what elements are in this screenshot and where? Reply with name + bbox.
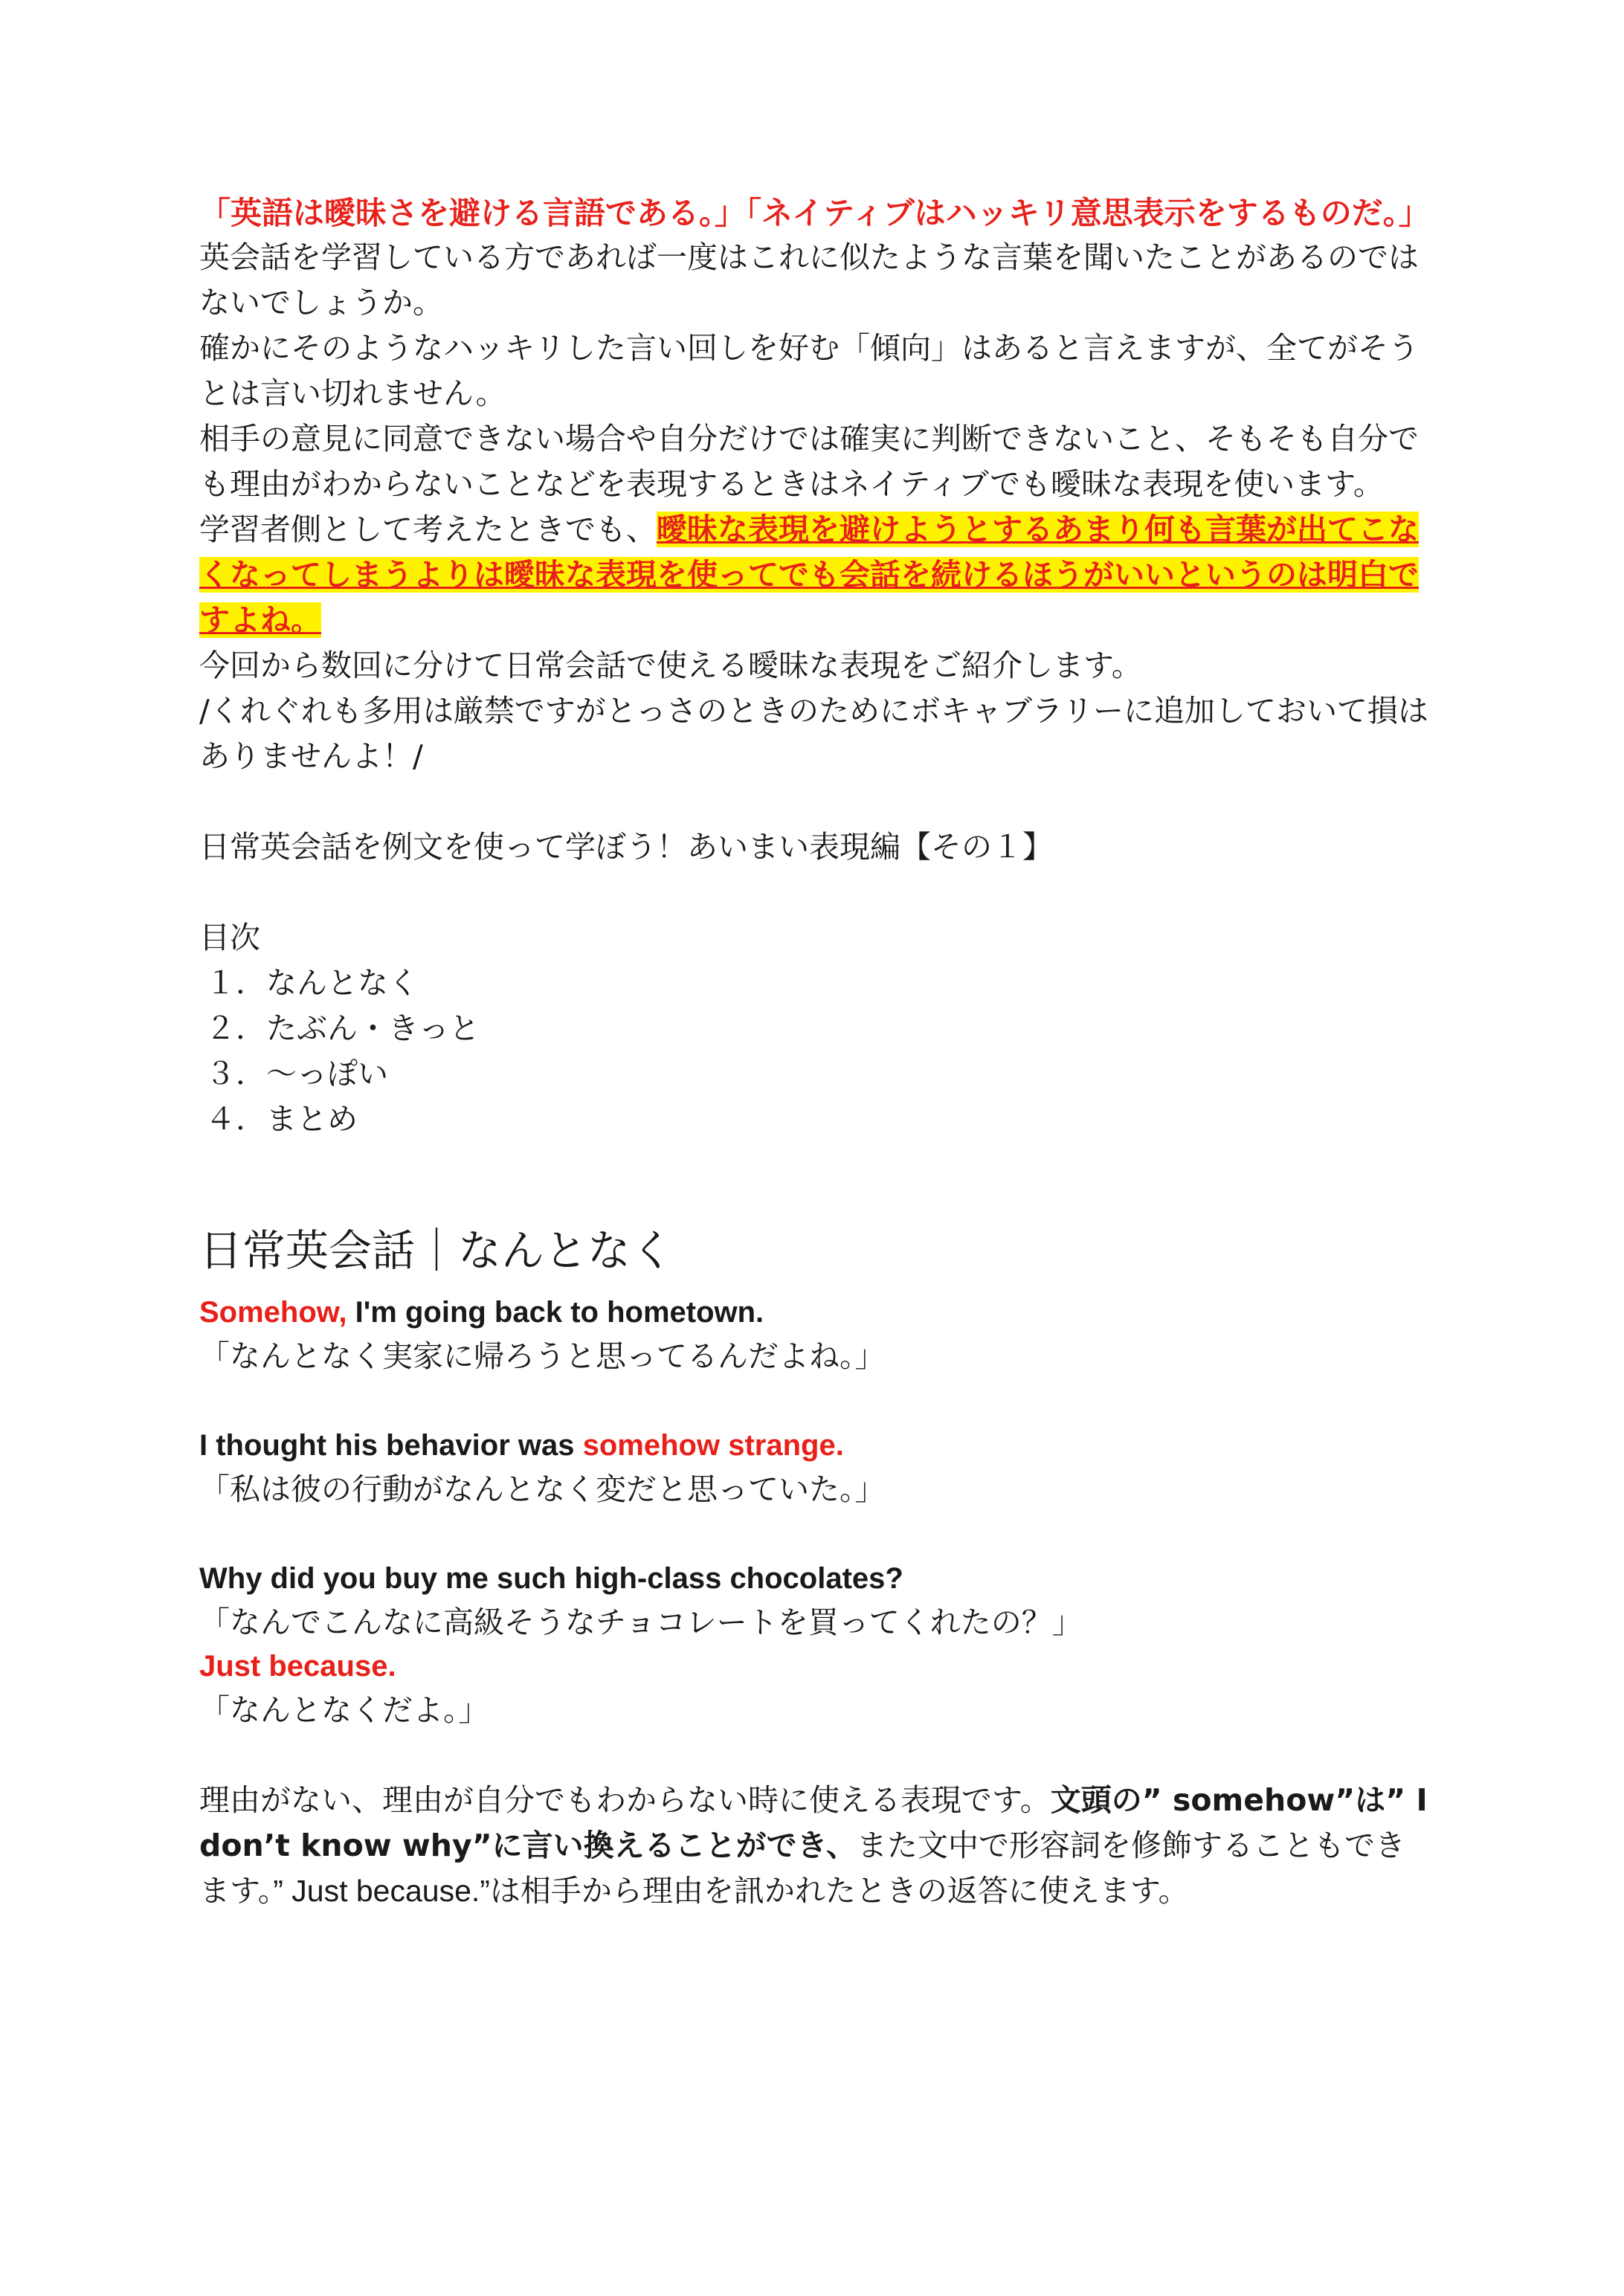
example-1-japanese: 「なんとなく実家に帰ろうと思ってるんだよね。」 [199,1338,886,1374]
toc-item-4: ４．まとめ [205,1101,358,1137]
intro-paragraph-2: 確かにそのようなハッキリした言い回しを好む「傾向」はあると言えますが、全てがそうとは言い切れません。 [199,330,1419,411]
explanation-part-1: 理由がない、理由が自分でもわからない時に使える表現です。 [199,1782,1051,1818]
intro-paragraph-1: 英会話を学習している方であれば一度はこれに似たような言葉を聞いたことがあるのではないでしょうか。 [199,239,1419,320]
document-page [199,192,1434,1914]
toc-item-1: １．なんとなく [205,965,419,1001]
intro-paragraph-4-start: 学習者側として考えたときでも、 [199,512,657,547]
example-1-rest: I'm going back to hometown. [347,1296,764,1329]
example-2-english [199,1424,1434,1467]
explanation-english: ” Just because.” [273,1874,490,1908]
spacer [199,779,1434,825]
example-1-english [199,1291,1434,1334]
example-2-japanese: 「私は彼の行動がなんとなく変だと思っていた。」 [199,1471,886,1507]
toc-heading: 目次 [199,920,260,955]
spacer [199,870,1434,915]
example-3-japanese: 「なんでこんなに高級そうなチョコレートを買ってくれたの？」 [199,1605,1083,1640]
explanation-part-2: また文中で形容詞を修飾することもできます。 [199,1828,1406,1909]
example-3-reply-japanese: 「なんとなくだよ。」 [199,1692,489,1728]
intro-paragraph-3: 相手の意見に同意できない場合や自分だけでは確実に判断できないこと、そもそも自分でも理由がわからないことなどを表現するときはネイティブでも曖昧な表現を使います。 [199,421,1419,502]
intro-paragraph-5: 今回から数回に分けて日常会話で使える曖昧な表現をご紹介します。 [199,648,1142,683]
spacer [199,1732,1434,1778]
highlighted-statement: 曖昧な表現を避けようとするあまり何も言葉が出てこなくなってしまうよりは曖昧な表現を使ってでも会話を続けるほうがいいというのは明白ですよね。 [199,512,1419,638]
lead-quote: 「英語は曖昧さを避ける言語である。」「ネイティブはハッキリ意思表示をするものだ。」 [199,195,1430,231]
section-heading: 日常英会話｜なんとなく [199,1225,674,1276]
toc-item-3: ３．〜っぽい [205,1056,388,1091]
intro-paragraph-4 [199,507,1434,643]
example-2-keyword: somehow strange. [582,1429,844,1462]
intro-paragraph-6: /くれぐれも多用は厳禁ですがとっさのときのためにボキャブラリーに追加しておいて損はありませんよ！/ [199,693,1428,774]
example-3-english: Why did you buy me such high-class chocolates? [199,1562,903,1595]
toc-item-2: ２．たぶん・きっと [205,1010,480,1046]
example-3-reply-keyword: Just because. [199,1650,396,1683]
spacer [199,1378,1434,1424]
article-title: 日常英会話を例文を使って学ぼう！あいまい表現編【その１】 [199,829,1053,865]
example-2-start: I thought his behavior was [199,1429,583,1462]
example-1-keyword: Somehow, [199,1296,347,1329]
explanation-part-3: は相手から理由を訊かれたときの返答に使えます。 [489,1873,1189,1909]
explanation-bold: 文頭の” somehow”は” I don’t know why”に言い換えることができ、 [199,1782,1428,1863]
example-3-reply-english [199,1645,1434,1688]
explanation-paragraph [199,1778,1434,1914]
spacer [199,1512,1434,1557]
